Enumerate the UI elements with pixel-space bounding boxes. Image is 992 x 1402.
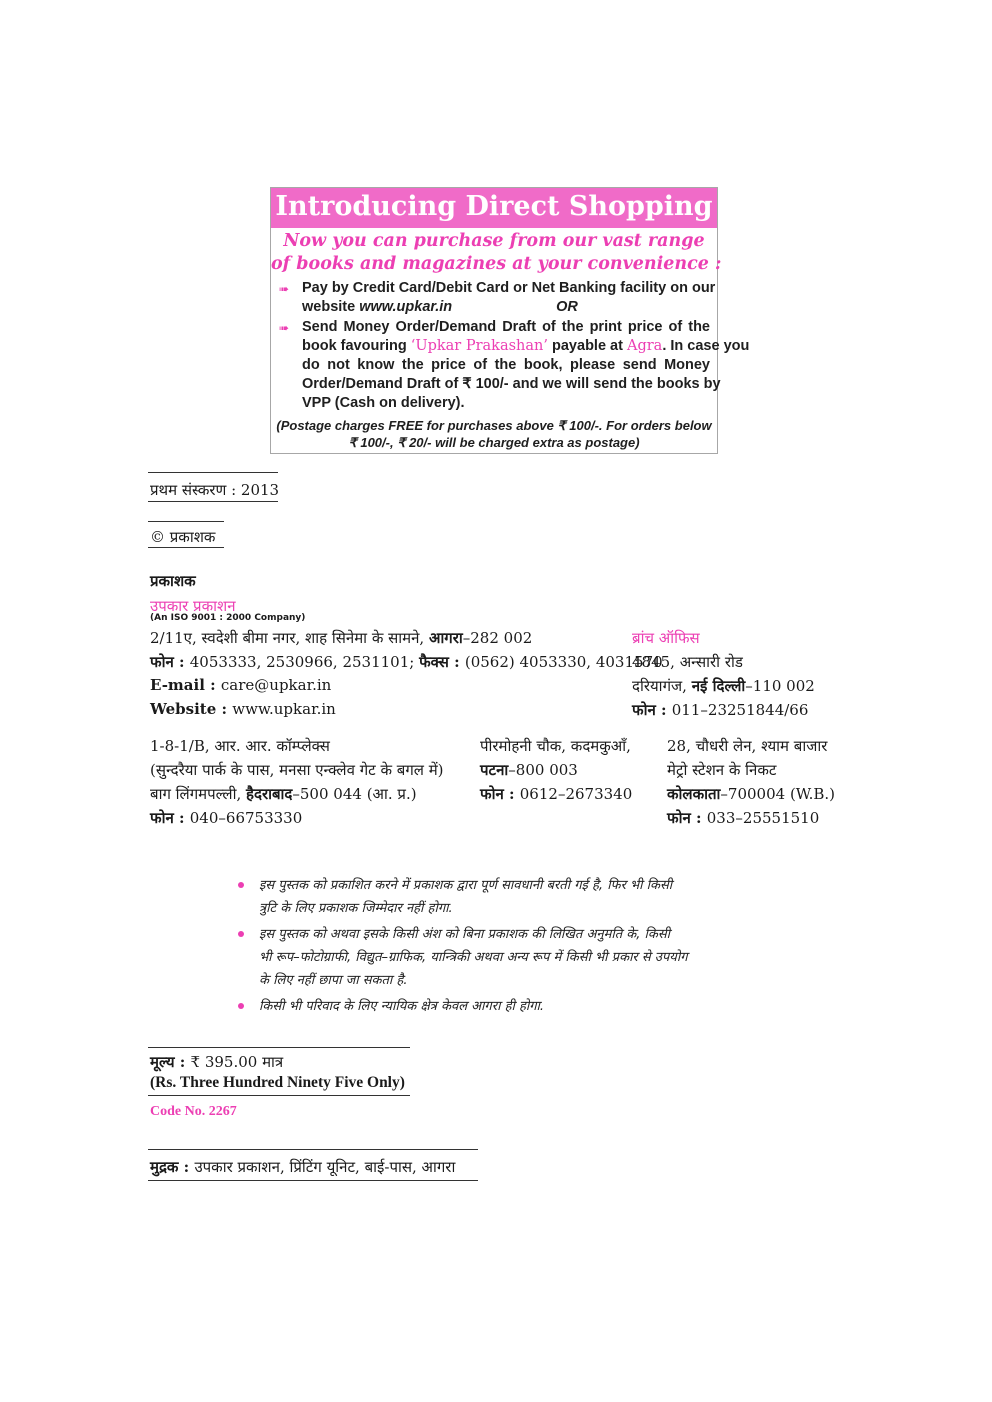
address-city: आगरा xyxy=(428,629,463,647)
phone-label: फोन : xyxy=(667,809,707,827)
price-value: ₹ 395.00 मात्र xyxy=(190,1053,284,1071)
printer xyxy=(150,1157,455,1177)
bullet-icon xyxy=(238,1003,244,1009)
divider xyxy=(148,472,278,473)
publisher-website xyxy=(150,700,336,718)
phone-value: 011–23251844/66 xyxy=(671,701,809,719)
hyderabad-line-3 xyxy=(150,784,417,804)
branch-area: दरियागंज, xyxy=(632,677,692,695)
divider xyxy=(148,1180,478,1181)
patna-line-1: पीरमोहनी चौक, कदमकुआँ, xyxy=(480,737,631,755)
email-label: E-mail : xyxy=(150,676,221,694)
promo-or: OR xyxy=(556,299,578,315)
divider xyxy=(148,1149,478,1150)
option-1-line-1: Pay by Credit Card/Debit Card or Net Banking facility on our xyxy=(302,280,716,296)
fax-label: फैक्स : xyxy=(419,653,465,671)
notice-3-line-1: किसी भी परिवाद के लिए न्यायिक क्षेत्र केवल आगरा ही होगा. xyxy=(259,999,545,1014)
hyderabad-area: बाग लिंगमपल्ली, xyxy=(150,785,247,803)
notice-1-line-2: त्रुटि के लिए प्रकाशक जिम्मेदार नहीं होगा. xyxy=(259,901,453,916)
option-1-line-2 xyxy=(302,298,710,317)
arrow-icon: ➠ xyxy=(279,282,290,296)
phone-value: 040–66753330 xyxy=(189,809,303,827)
iso-note: (An ISO 9001 : 2000 Company) xyxy=(150,613,306,623)
kolkata-line-2: मेट्रो स्टेशन के निकट xyxy=(667,761,777,779)
price xyxy=(150,1052,283,1072)
notice-2-line-1: इस पुस्तक को अथवा इसके किसी अंश को बिना प्रकाशक की लिखित अनुमति के, किसी xyxy=(259,927,671,942)
patna-city: पटना xyxy=(480,761,509,779)
kolkata-city: कोलकाता xyxy=(667,785,721,803)
patna-line-2 xyxy=(480,760,578,780)
option-2-line-1: Send Money Order/Demand Draft of the print price of the xyxy=(302,319,710,335)
publisher-phone xyxy=(150,652,663,672)
website-value[interactable]: www.upkar.in xyxy=(232,700,336,718)
publisher-heading: प्रकाशक xyxy=(150,572,196,590)
option-2-line-3: do not know the price of the book, please send Money xyxy=(302,357,710,373)
branch-phone xyxy=(632,700,808,720)
notice-2-line-2: भी रूप–फोटोग्राफी, विद्युत–ग्राफिक, यान्त्रिकी अथवा अन्य रूप में किसी भी प्रकार से उपयोग xyxy=(259,950,688,965)
bullet-icon xyxy=(238,931,244,937)
email-value[interactable]: care@upkar.in xyxy=(220,676,332,694)
divider xyxy=(148,1047,410,1048)
option-2-text: book favouring xyxy=(302,338,411,354)
price-label: मूल्य : xyxy=(150,1053,191,1071)
notice-1-line-1: इस पुस्तक को प्रकाशित करने में प्रकाशक द्वारा पूर्ण सावधानी बरती गई है, फिर भी किसी xyxy=(259,878,673,893)
hyderabad-pin: –500 044 (आ. प्र.) xyxy=(292,785,417,803)
publisher-address xyxy=(150,628,532,648)
payee-name: ‘Upkar Prakashan’ xyxy=(410,338,548,354)
address-pin: –282 002 xyxy=(462,629,533,647)
promo-tagline-1: Now you can purchase from our vast range xyxy=(283,231,705,251)
phone-label: फोन : xyxy=(150,809,190,827)
hyderabad-city: हैदराबाद xyxy=(246,785,293,803)
code-number: Code No. 2267 xyxy=(150,1104,237,1119)
copyright: © प्रकाशक xyxy=(150,528,216,546)
phone-label: फोन : xyxy=(150,653,190,671)
branch-city: नई दिल्ली xyxy=(691,677,746,695)
option-2-line-5: VPP (Cash on delivery). xyxy=(302,395,465,411)
printer-value: उपकार प्रकाशन, प्रिंटिंग यूनिट, बाई-पास, आगरा xyxy=(194,1158,456,1176)
edition: प्रथम संस्करण : 2013 xyxy=(150,481,280,499)
branch-heading: ब्रांच ऑफिस xyxy=(632,629,700,647)
branch-pin: –110 002 xyxy=(745,677,815,695)
hyderabad-line-2: (सुन्दरैया पार्क के पास, मनसा एन्क्लेव गेट के बगल में) xyxy=(150,761,444,779)
phone-value: 0612–2673340 xyxy=(519,785,633,803)
branch-line-1: 4845, अन्सारी रोड xyxy=(632,653,743,671)
kolkata-line-1: 28, चौधरी लेन, श्याम बाजार xyxy=(667,737,828,755)
price-words: (Rs. Three Hundred Ninety Five Only) xyxy=(150,1074,405,1091)
promo-tagline-2: of books and magazines at your convenience : xyxy=(271,254,722,274)
website-label: Website : xyxy=(150,700,233,718)
option-2-line-4: Order/Demand Draft of ₹ 100/- and we will send the books by xyxy=(302,376,721,392)
promo-title: Introducing Direct Shopping xyxy=(275,191,713,222)
website-prefix: website xyxy=(302,299,360,315)
promo-option-1 xyxy=(302,279,716,317)
promo-website: www.upkar.in xyxy=(359,299,453,315)
printer-label: मुद्रक : xyxy=(150,1158,195,1176)
bullet-icon xyxy=(238,882,244,888)
hyderabad-phone xyxy=(150,808,302,828)
direct-shopping-box xyxy=(270,187,750,454)
phone-label: फोन : xyxy=(480,785,520,803)
option-2-text: payable at xyxy=(547,338,627,354)
divider xyxy=(148,547,224,548)
phone-label: फोन : xyxy=(632,701,672,719)
notice-2-line-3: के लिए नहीं छापा जा सकता है. xyxy=(259,973,408,988)
divider xyxy=(148,1095,410,1096)
postage-note-1: (Postage charges FREE for purchases above ₹ 100/-. For orders below xyxy=(276,418,712,433)
kolkata-pin: –700004 (W.B.) xyxy=(720,785,836,803)
promo-option-2 xyxy=(302,318,750,413)
divider xyxy=(148,521,224,522)
hyderabad-line-1: 1-8-1/B, आर. आर. कॉम्प्लेक्स xyxy=(150,737,330,755)
phone-value: 033–25551510 xyxy=(706,809,820,827)
fax-value: (0562) 4053330, 4031570 xyxy=(464,653,663,671)
patna-phone xyxy=(480,784,632,804)
arrow-icon: ➠ xyxy=(279,321,290,335)
option-2-text: . In case you xyxy=(662,338,750,354)
kolkata-line-3 xyxy=(667,784,835,804)
address-text: 2/11ए, स्वदेशी बीमा नगर, शाह सिनेमा के सामने, xyxy=(150,629,429,647)
divider xyxy=(148,501,278,502)
publisher-name: उपकार प्रकाशन xyxy=(150,597,236,615)
payee-city: Agra xyxy=(626,338,663,354)
postage-note-2: ₹ 100/-, ₹ 20/- will be charged extra as postage) xyxy=(348,435,640,450)
patna-pin: –800 003 xyxy=(508,761,578,779)
publisher-email xyxy=(150,676,331,694)
branch-line-2 xyxy=(632,676,815,696)
option-2-line-2 xyxy=(302,337,750,356)
kolkata-phone xyxy=(667,808,819,828)
phone-value: 4053333, 2530966, 2531101; xyxy=(189,653,420,671)
